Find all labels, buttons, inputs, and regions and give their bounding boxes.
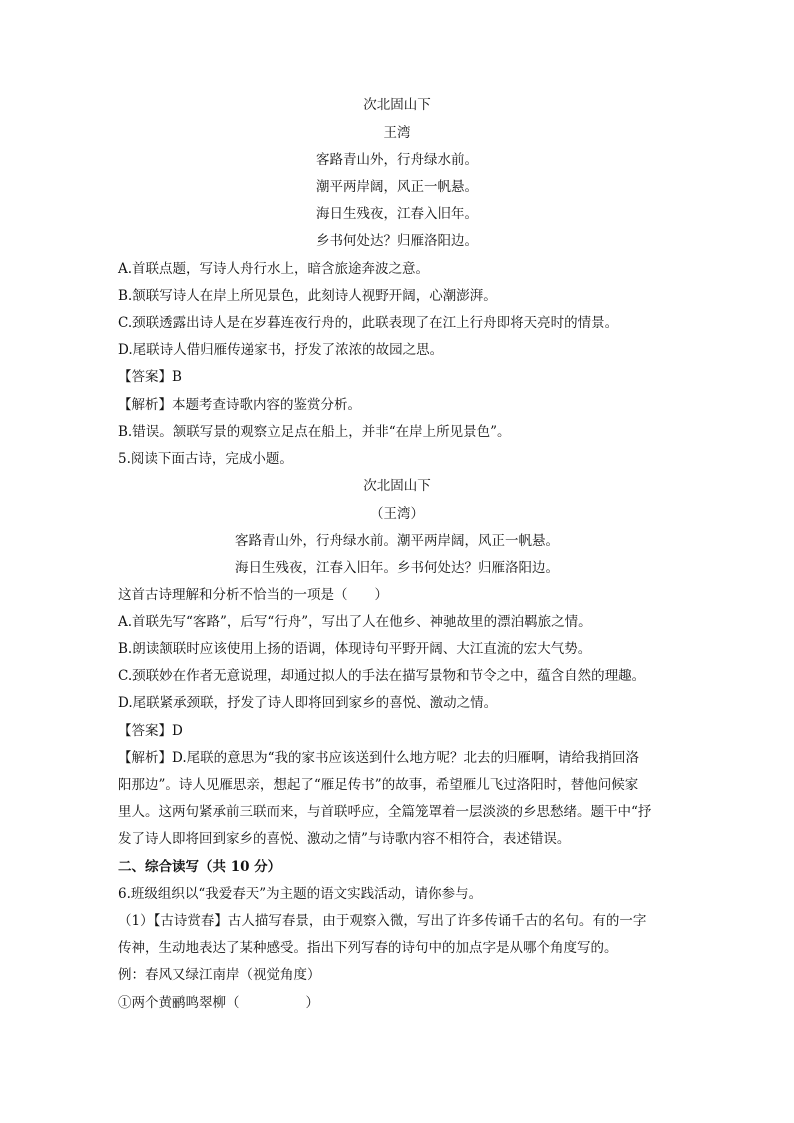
poem-author: 王湾 [383,125,411,141]
analysis-line: 【解析】本题考查诗歌内容的鉴赏分析。 [118,397,361,413]
option-b: B.颔联写诗人在岸上所见景色，此刻诗人视野开阔，心潮澎湃。 [118,288,497,304]
option-c: C.颈联妙在作者无意说理，却通过拟人的手法在描写景物和节令之中，蕴含自然的理趣。 [118,668,646,684]
poem-line: 海日生残夜，江春入旧年。乡书何处达？归雁洛阳边。 [235,560,559,576]
poem-title: 次北固山下 [363,478,431,494]
poem-line: 客路青山外，行舟绿水前。 [316,152,478,168]
poem-line: 海日生残夜，江春入旧年。 [316,206,478,222]
option-a: A.首联点题，写诗人舟行水上，暗含旅途奔波之意。 [118,261,430,277]
poem-line: 乡书何处达？归雁洛阳边。 [316,233,478,249]
analysis-line: 里人。这两句紧承前三联而来，与首联呼应，全篇笼罩着一层淡淡的乡思愁绪。题干中“抒 [118,804,652,820]
answer: 【答案】B [118,369,182,385]
poem-line: 潮平两岸阔，风正一帆悬。 [316,179,478,195]
option-b: B.朗读颔联时应该使用上扬的语调，体现诗句平野开阔、大江直流的宏大气势。 [118,641,592,657]
sub-question-line: 传神，生动地表达了某种感受。指出下列写春的诗句中的加点字是从哪个角度写的。 [118,940,618,956]
option-d: D.尾联诗人借归雁传递家书，抒发了浓浓的故园之思。 [118,342,444,358]
poem-title: 次北固山下 [363,97,431,113]
question-text: 这首古诗理解和分析不恰当的一项是（ ） [118,587,388,603]
option-a: A.首联先写“客路”，后写“行舟”，写出了人在他乡、神驰故里的漂泊羁旅之情。 [118,614,592,630]
poem-line: 客路青山外，行舟绿水前。潮平两岸阔，风正一帆悬。 [235,533,559,549]
item-close: ） [305,995,319,1011]
section-heading: 二、综合读写（共 10 分） [118,859,282,875]
analysis-line: 阳那边”。诗人见雁思亲，想起了“雁足传书”的故事，希望雁儿飞过洛阳时，替他问候家 [118,777,639,793]
question-stem: 6.班级组织以“我爱春天”为主题的语文实践活动，请你参与。 [118,886,483,902]
option-d: D.尾联紧承颈联，抒发了诗人即将回到家乡的喜悦、激动之情。 [118,695,498,711]
analysis-line: 发了诗人即将回到家乡的喜悦、激动之情”与诗歌内容不相符合，表述错误。 [118,831,571,847]
analysis-line: 【解析】D.尾联的意思为“我的家书应该送到什么地方呢？北去的归雁啊，请给我捎回洛 [118,750,640,766]
sub-question-line: （1）【古诗赏春】古人描写春景，由于观察入微，写出了许多传诵千古的名句。有的一字 [118,913,647,929]
analysis-line: B.错误。颔联写景的观察立足点在船上，并非“在岸上所见景色”。 [118,424,511,440]
answer: 【答案】D [118,723,183,739]
option-c: C.颈联透露出诗人是在岁暮连夜行舟的，此联表现了在江上行舟即将天亮时的情景。 [118,315,619,331]
fill-in-item [118,993,319,1013]
item-text: ①两个黄鹂鸣翠柳（ [118,995,240,1011]
poem-author: （王湾） [370,506,424,522]
example-line: 例：春风又绿江南岸（视觉角度） [118,967,321,983]
question-stem: 5.阅读下面古诗，完成小题。 [118,451,293,467]
